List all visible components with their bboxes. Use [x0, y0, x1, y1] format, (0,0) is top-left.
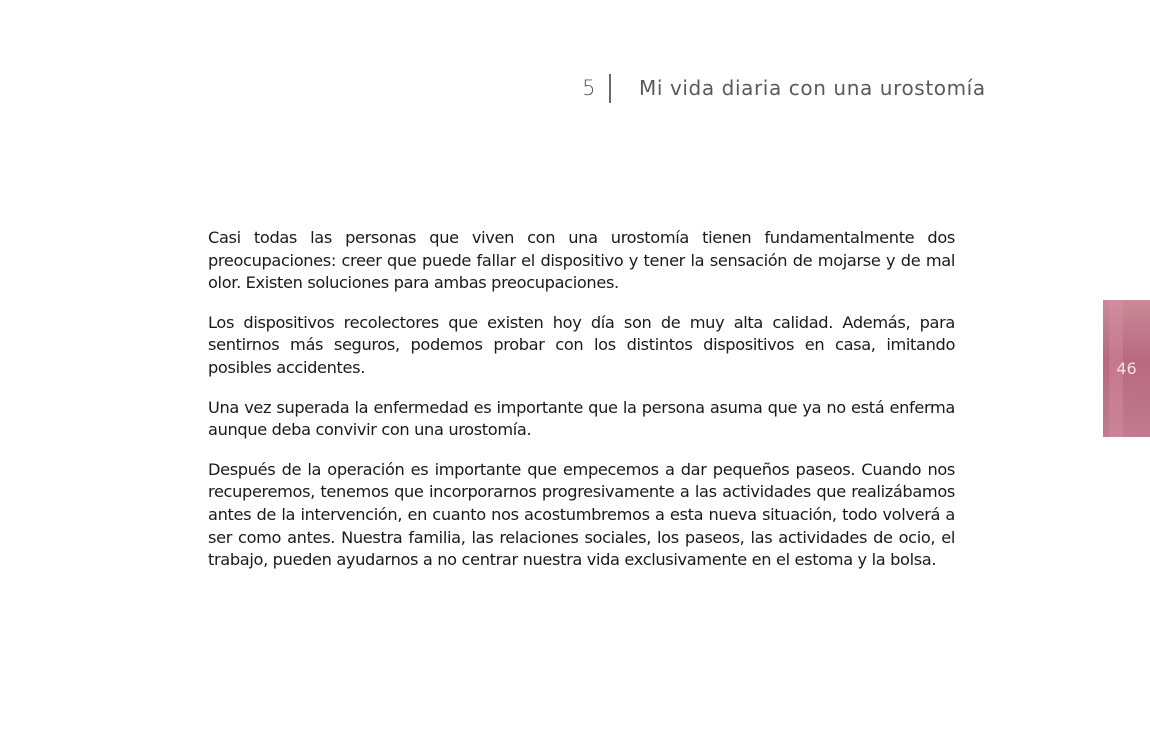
- chapter-header: [0, 74, 993, 104]
- paragraph-3: Una vez superada la enfermedad es importante que la persona asuma que ya no está enferma aunque deba convivir con una urostomía.: [208, 397, 955, 440]
- paragraph-2: Los dispositivos recolectores que existen hoy día son de muy alta calidad. Además, para sentirnos más seguros, podemos probar con los distintos dispositivos en casa, imitando posibles accidentes.: [208, 312, 955, 377]
- header-divider: [609, 74, 611, 103]
- body-text: [208, 227, 955, 589]
- paragraph-1: Casi todas las personas que viven con una urostomía tienen fundamentalmente dos preocupaciones: creer que puede fallar el dispositivo y tener la sensación de mojarse y de mal olor. Existen soluciones para ambas preocupaciones.: [208, 228, 955, 293]
- paragraph-4: Después de la operación es importante que empecemos a dar pequeños paseos. Cuando nos recuperemos, tenemos que incorporarnos progresivamente a las actividades que realizábamos antes de la intervención, en cuanto nos acostumbremos a esta nueva situación, todo volverá a ser como antes. Nuestra familia, las relaciones sociales, los paseos, las actividades de ocio, el trabajo, pueden ayudarnos a no centrar nuestra vida exclusivamente en el estoma y la bolsa.: [208, 459, 955, 570]
- chapter-number: 5: [582, 76, 596, 100]
- chapter-title: Mi vida diaria con una urostomía: [639, 76, 986, 100]
- page-number: 46: [1116, 359, 1137, 378]
